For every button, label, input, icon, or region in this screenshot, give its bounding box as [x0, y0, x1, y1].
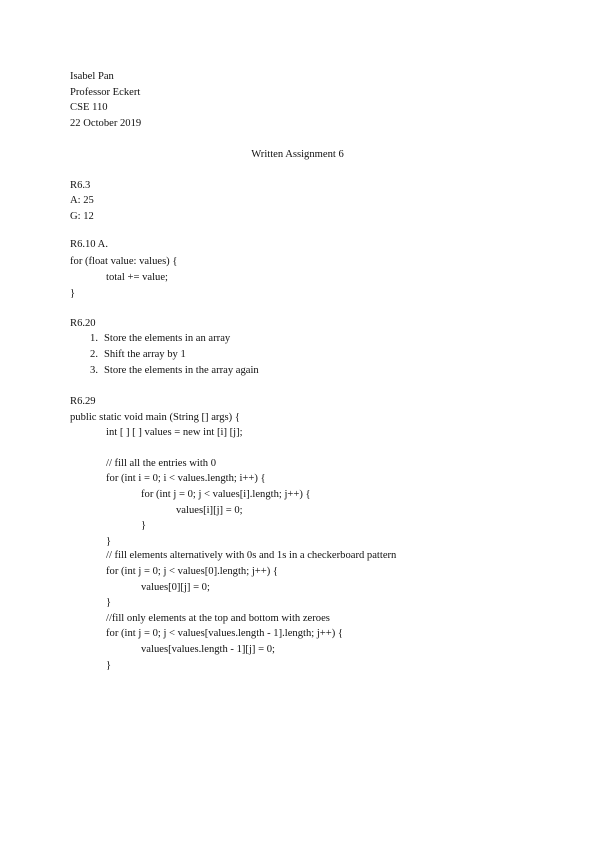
code-line: } — [106, 660, 112, 671]
code-line: public static void main (String [] args) { — [70, 412, 240, 423]
list-text: Store the elements in the array again — [104, 365, 259, 376]
code-line: } — [106, 536, 112, 547]
code-line: for (int j = 0; j < values[values.length - 1].length; j++) { — [106, 628, 343, 639]
code-line: } — [141, 520, 147, 531]
list-number: 1. — [90, 333, 98, 344]
code-line: values[i][j] = 0; — [176, 505, 243, 516]
professor-name: Professor Eckert — [70, 87, 141, 98]
code-line: } — [70, 288, 76, 299]
section-heading-r6-29: R6.29 — [70, 396, 96, 407]
code-line: int [ ] [ ] values = new int [i] [j]; — [106, 427, 243, 438]
code-line: values[values.length - 1][j] = 0; — [141, 644, 275, 655]
list-text: Shift the array by 1 — [104, 349, 186, 360]
code-line: for (int j = 0; j < values[0].length; j++) { — [106, 566, 278, 577]
code-comment: //fill only elements at the top and bottom with zeroes — [106, 613, 330, 624]
code-line: for (int i = 0; i < values.length; i++) { — [106, 473, 266, 484]
student-name: Isabel Pan — [70, 71, 114, 82]
code-comment: // fill all the entries with 0 — [106, 458, 217, 469]
list-item — [84, 349, 186, 361]
section-heading-r6-10: R6.10 A. — [70, 239, 108, 250]
code-line: for (int j = 0; j < values[i].length; j++) { — [141, 489, 311, 500]
section-heading-r6-3: R6.3 — [70, 180, 91, 191]
list-item — [84, 333, 230, 345]
code-line: } — [106, 597, 112, 608]
code-line: total += value; — [106, 272, 168, 283]
list-item — [84, 365, 259, 377]
answer-g: G: 12 — [70, 211, 94, 222]
code-line: values[0][j] = 0; — [141, 582, 210, 593]
code-comment: // fill elements alternatively with 0s and 1s in a checkerboard pattern — [106, 550, 397, 561]
list-text: Store the elements in an array — [104, 333, 231, 344]
list-number: 3. — [90, 365, 98, 376]
page-title: Written Assignment 6 — [251, 149, 344, 160]
date: 22 October 2019 — [70, 118, 142, 129]
code-line: for (float value: values) { — [70, 256, 178, 267]
list-number: 2. — [90, 349, 98, 360]
section-heading-r6-20: R6.20 — [70, 318, 96, 329]
answer-a: A: 25 — [70, 195, 94, 206]
course-code: CSE 110 — [70, 102, 108, 113]
